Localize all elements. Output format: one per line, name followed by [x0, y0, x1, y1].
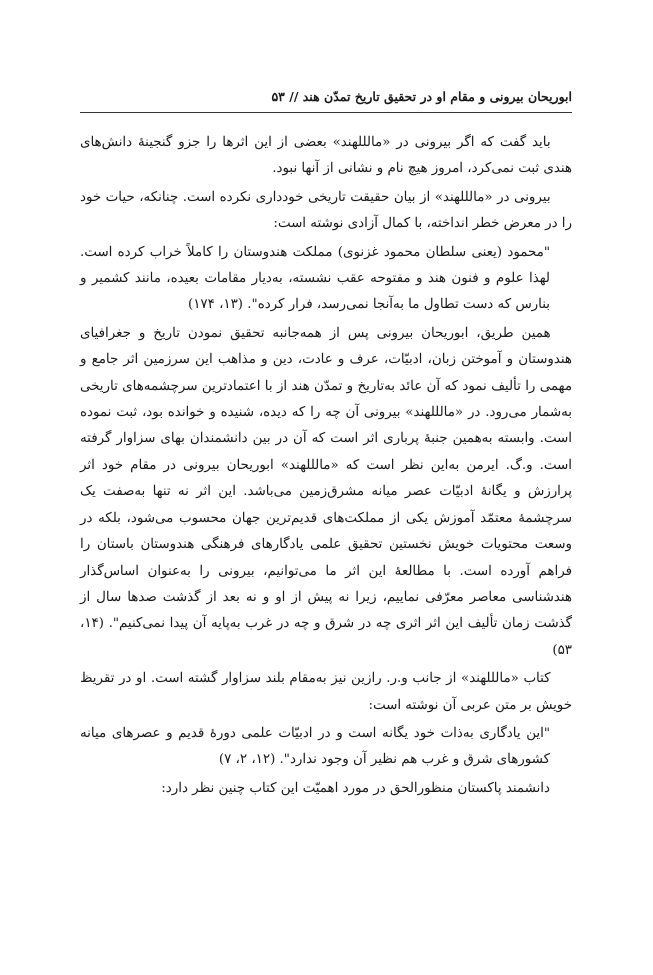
paragraph: دانشمند پاکستان منظورالحق در مورد اهمیّت این کتاب چنین نظر دارد:: [161, 780, 550, 796]
body-text: [80, 130, 572, 804]
block-quote: "این یادگاری به‌ذات خود یگانه است و در ادبیّات علمی دورهٔ قدیم و عصرهای میانه کشورهای شرق و غرب هم نظیر آن وجود ندارد". (۱۲، ۲، ۷): [80, 725, 550, 768]
paragraph: باید گفت که اگر بیرونی در «مالللهند» بعضی از این اثرها را جزو گنجینهٔ دانش‌های هندی ثبت نمی‌کرد، امروز هیچ نام و نشانی از آنها نبود.: [80, 135, 572, 177]
header-rule: [80, 112, 572, 113]
paragraph: بیرونی در «مالللهند» از بیان حقیقت تاریخی خودداری نکرده است. چنانکه، حیات خود را در معرض خطر انداخته، با کمال آزادی نوشته است:: [80, 189, 572, 232]
block-quote: "محمود (یعنی سلطان محمود غزنوی) مملکت هندوستان را کاملاً خراب کرده است. لهذا علوم و فنون هند و مفتوحه عقب نشسته، به‌دیار مقامات بعیده، مانند کشمیر و بنارس که دست تطاول ما به‌آنجا نمی‌رسد، فرار کرده". (۱۳، ۱۷۴): [80, 244, 550, 313]
running-header: ابوریحان بیرونی و مقام او در تحقیق تاریخ تمدّن هند // ۵۳: [271, 89, 572, 104]
paragraph: همین طریق، ابوریحان بیرونی پس از همه‌جانبه تحقیق نمودن تاریخ و جغرافیای هندوستان و آموختن زبان، ادبیّات، عرف و عادت، دین و مذاهب این سرزمین اثر جامع و مهمی را تألیف نمود که آن عائد به‌تاریخ و تمدّن هند از با اعتمادترین سرچشمه‌های تاریخی به‌شمار می‌رود. در «مالللهند» بیرونی آن چه را که دیده، شنیده و خوانده بود، ثبت نموده است. وابسته به‌همین جنبهٔ پرباری اثر است که آن در بین دانشمندان بهای سزاوار گرفته است. و.گ. ایرمن به‌این نظر است که «مالللهند» ابوریحان بیرونی در مقام خود اثر پرارزش و یگانهٔ ادبیّات عصر میانه مشرق‌زمین می‌باشد. این اثر نه تنها به‌صفت یک سرچشمهٔ معتمّد آموزش یکی از مملکت‌های قدیم‌ترین جهان محسوب می‌شود، بلکه در وسعت محتویات خویش نخستین تحقیق علمی یادگارهای فرهنگی هندوستان باستان را فراهم آورده است. با مطالعهٔ این اثر ما می‌توانیم، بیرونی را به‌عنوان اساس‌گذار هندشناسی معاصر معرّفی نماییم، زیرا نه پیش از او و نه بعد از گذشت صدها سال از گذشت زمان تألیف این اثر اثری چه در شرق و چه در غرب به‌پایه آن پیدا نمی‌کنیم". (۱۴، ۵۳): [80, 325, 572, 658]
paragraph: کتاب «مالللهند» از جانب و.ر. رازین نیز به‌مقام بلند سزاوار گشته است. او در تقریظ خویش بر متن عربی آن نوشته است:: [80, 671, 572, 713]
